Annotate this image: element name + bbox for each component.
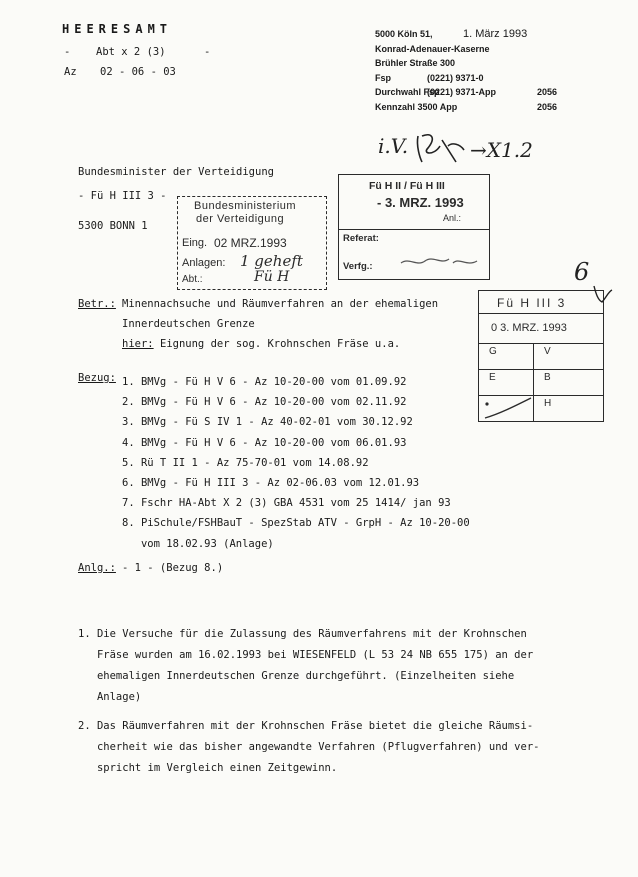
recipient-unit: - Fü H III 3 - (78, 190, 167, 202)
reference-item: 8. PiSchule/FSHBauT - SpezStab ATV - GrpH - Az 10-20-00 (122, 517, 470, 530)
grid-cell-b: B (534, 370, 603, 396)
recipient-name: Bundesminister der Verteidigung (78, 166, 274, 178)
reference-item: 1. BMVg - Fü H V 6 - Az 10-20-00 vom 01.09.92 (122, 376, 407, 388)
stamp-hand-mark: 6 (574, 258, 590, 286)
ministry-receipt-stamp (177, 196, 327, 290)
paragraph-line: 1. Die Versuche für die Zulassung des Räumverfahrens mit der Krohnschen (78, 628, 527, 640)
handwritten-reference: →X1.2 (470, 138, 533, 162)
letterhead-dept-dash-left: - (64, 46, 71, 58)
stamp-fue-h-ii-header: Fü H II / Fü H III (369, 180, 445, 192)
fue-h-iii-3-stamp (478, 290, 604, 422)
attachments-label: Anlg.: (78, 562, 116, 574)
stamp-fue-h-iii-3-date: 0 3. MRZ. 1993 (491, 322, 567, 334)
letterhead-dept: Abt x 2 (3) (96, 46, 166, 58)
stamp-fue-h-ii-anl: Anl.: (443, 213, 462, 223)
paragraph-line: cherheit wie das bisher angewandte Verfahren (Pflugverfahren) und ver- (78, 741, 540, 753)
attachments-text: - 1 - (Bezug 8.) (122, 562, 224, 574)
reference-item: 3. BMVg - Fü S IV 1 - Az 40-02-01 vom 30.12.92 (122, 416, 413, 429)
address-barracks: Konrad-Adenauer-Kaserne (375, 43, 490, 54)
grid-cell-g: G (479, 344, 534, 370)
letterhead-az-label: Az (64, 66, 77, 78)
subject-here-label: hier: (122, 338, 154, 350)
fsp-label: Fsp (375, 72, 392, 83)
address-block (375, 27, 575, 114)
handwritten-checkmark-icon (590, 282, 614, 306)
stamp-fue-h-ii-date: - 3. MRZ. 1993 (377, 195, 464, 210)
letterhead-az: 02 - 06 - 03 (100, 66, 176, 78)
direct-ext: 2056 (537, 87, 558, 97)
address-street: Brühler Straße 300 (375, 58, 456, 68)
stamp-received-date: 02 MRZ.1993 (214, 236, 287, 250)
subject-label: Betr.: (78, 298, 116, 310)
stamp-dept-hand: Fü H (254, 269, 290, 285)
paragraph-line: Anlage) (78, 691, 142, 703)
paragraph-line: ehemaligen Innerdeutschen Grenze durchgeführt. (Einzelheiten siehe (78, 670, 515, 682)
subject-here-text: Eignung der sog. Krohnschen Fräse u.a. (160, 338, 401, 350)
address-city: 5000 Köln 51, (375, 29, 433, 39)
reference-item: vom 18.02.93 (Anlage) (122, 537, 274, 550)
grid-cell-v: V (534, 344, 603, 370)
grid-cell-h: H (544, 398, 552, 409)
stamp-attachments-hand: 1 geheft (240, 252, 303, 270)
stamp-dept-label: Abt.: (182, 274, 203, 285)
recipient-city: 5300 BONN 1 (78, 220, 148, 232)
fue-h-ii-iii-stamp (338, 174, 490, 280)
paragraph-2 (78, 716, 608, 779)
paragraph-line: 2. Das Räumverfahren mit der Krohnschen Fräse bietet die gleiche Räumsi- (78, 720, 534, 732)
letterhead-dept-dash-right: - (204, 46, 211, 58)
grid-cell-e: E (479, 370, 534, 396)
direct-label: Durchwahl Fsp (375, 87, 440, 97)
stamp-ministry-line1: Bundesministerium (194, 200, 297, 212)
references-label: Bezug: (78, 372, 116, 384)
reference-item: 6. BMVg - Fü H III 3 - Az 02-06.03 vom 12.01.93 (122, 477, 420, 490)
stamp-verfg-scribble-icon (397, 253, 483, 271)
stamp-ministry-line2: der Verteidigung (196, 213, 285, 225)
code-ext: 2056 (537, 101, 558, 112)
letterhead-org: HEERESAMT (62, 22, 173, 36)
stamp-attachments-label: Anlagen: (182, 257, 226, 269)
handwritten-signature-icon (412, 128, 468, 168)
subject-line2: Innerdeutschen Grenze (122, 318, 255, 330)
stamp-fue-h-iii-3-header: Fü H III 3 (497, 296, 567, 310)
reference-item: 2. BMVg - Fü H V 6 - Az 10-20-00 vom 02.11.92 (122, 396, 407, 409)
references-list (122, 372, 470, 554)
fsp-number: (0221) 9371-0 (427, 72, 484, 83)
stamp-referat-label: Referat: (343, 233, 379, 244)
address-date: 1. März 1993 (463, 28, 528, 40)
reference-item: 5. Rü T II 1 - Az 75-70-01 vom 14.08.92 (122, 456, 369, 469)
handwritten-initials: i.V. (378, 134, 409, 158)
paragraph-line: Fräse wurden am 16.02.1993 bei WIESENFELD (L 53 24 NB 655 175) an der (78, 649, 534, 661)
stamp-routing-grid (479, 343, 603, 422)
stamp-received-label: Eing. (182, 237, 208, 249)
reference-item: 7. Fschr HA-Abt X 2 (3) GBA 4531 vom 25 1414/ jan 93 (122, 497, 451, 510)
direct-number: (0221) 9371-App (427, 87, 497, 97)
subject-line1: Minennachsuche und Räumverfahren an der ehemaligen (122, 298, 439, 310)
code-label: Kennzahl 3500 App (375, 101, 458, 112)
stamp-verfg-label: Verfg.: (343, 261, 373, 272)
paragraph-line: spricht im Vergleich einen Zeitgewinn. (78, 762, 338, 774)
reference-item: 4. BMVg - Fü H V 6 - Az 10-20-00 vom 06.01.93 (122, 436, 407, 449)
paragraph-1 (78, 624, 608, 708)
grid-diagonal-mark-icon (479, 396, 534, 422)
